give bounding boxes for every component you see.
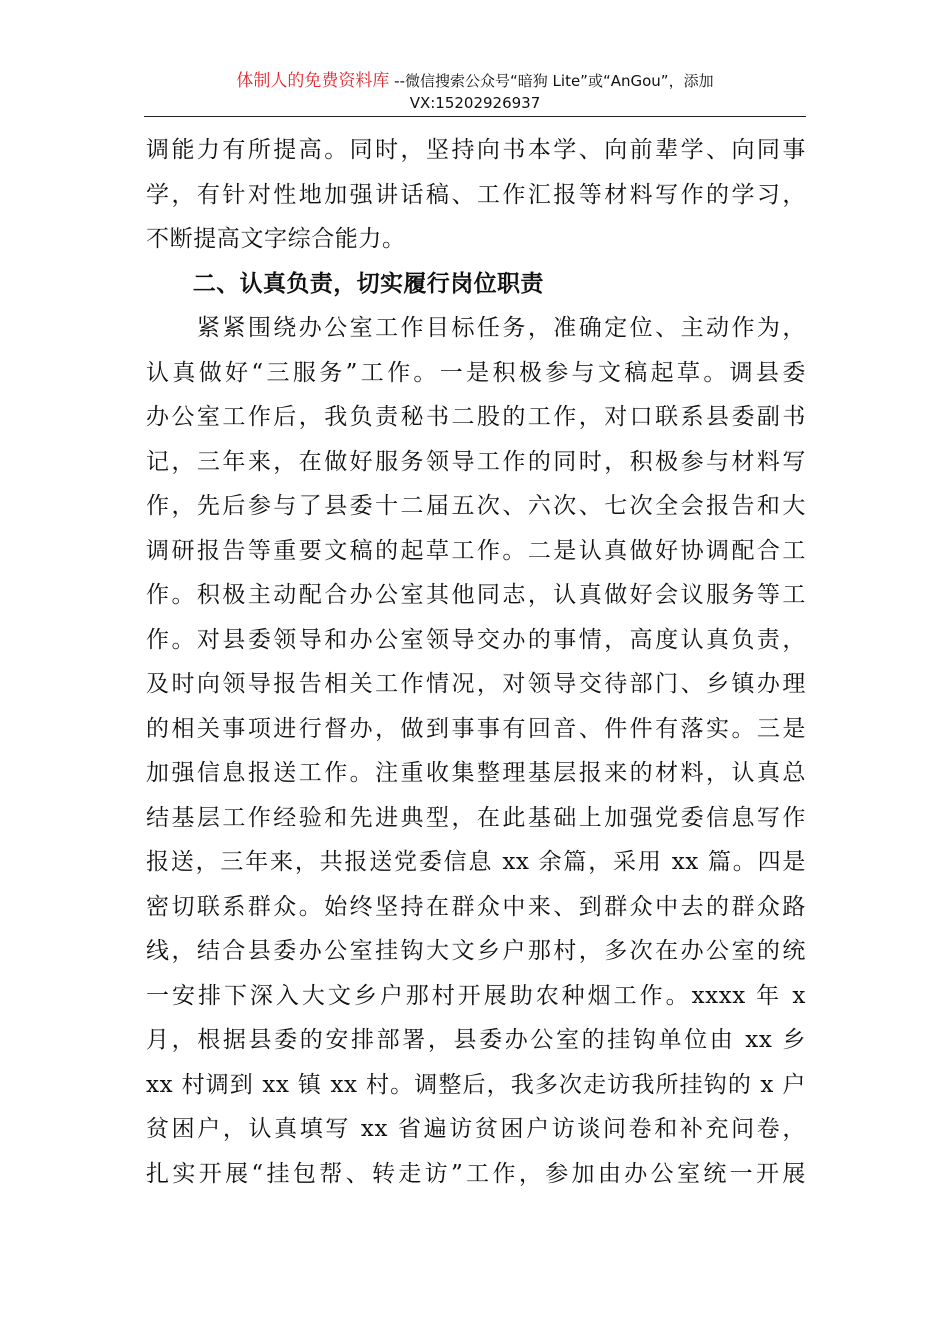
body-line: 报送，三年来，共报送党委信息 xx 余篇，采用 xx 篇。四是	[146, 849, 806, 875]
body-line: 作。积极主动配合办公室其他同志，认真做好会议服务等工	[146, 582, 806, 608]
header-line-1	[144, 70, 806, 92]
body-line: 加强信息报送工作。注重收集整理基层报来的材料，认真总	[146, 760, 806, 786]
body-line: 扎实开展“挂包帮、转走访”工作，参加由办公室统一开展	[146, 1161, 806, 1187]
body-line: 办公室工作后，我负责秘书二股的工作，对口联系县委副书	[146, 404, 806, 430]
body-line: 月，根据县委的安排部署，县委办公室的挂钩单位由 xx 乡	[146, 1027, 806, 1053]
body-line: 学，有针对性地加强讲话稿、工作汇报等材料写作的学习，	[146, 182, 806, 208]
section-heading: 二、认真负责，切实履行岗位职责	[146, 271, 544, 297]
body-line: 认真做好“三服务”工作。一是积极参与文稿起草。调县委	[146, 360, 806, 386]
body-line: 一安排下深入大文乡户那村开展助农种烟工作。xxxx 年 x	[146, 983, 806, 1009]
body-line: 及时向领导报告相关工作情况，对领导交待部门、乡镇办理	[146, 671, 806, 697]
body-line: 调能力有所提高。同时，坚持向书本学、向前辈学、向同事	[146, 137, 806, 163]
header-divider	[144, 116, 806, 117]
header-tagline: --微信搜索公众号“暗狗 Lite”或“AnGou”，添加	[389, 72, 714, 90]
body-line: 密切联系群众。始终坚持在群众中来、到群众中去的群众路	[146, 894, 806, 920]
header-contact: VX:15202926937	[409, 94, 541, 112]
body-line: xx 村调到 xx 镇 xx 村。调整后，我多次走访我所挂钩的 x 户	[146, 1072, 806, 1098]
body-line: 的相关事项进行督办，做到事事有回音、件件有落实。三是	[146, 716, 806, 742]
body-line: 贫困户，认真填写 xx 省遍访贫困户访谈问卷和补充问卷，	[146, 1116, 806, 1142]
body-line: 调研报告等重要文稿的起草工作。二是认真做好协调配合工	[146, 538, 806, 564]
body-line: 作。对县委领导和办公室领导交办的事情，高度认真负责，	[146, 627, 806, 653]
body-line: 结基层工作经验和先进典型，在此基础上加强党委信息写作	[146, 805, 806, 831]
body-line: 作，先后参与了县委十二届五次、六次、七次全会报告和大	[146, 493, 806, 519]
page-header	[144, 70, 806, 114]
body-line: 记，三年来，在做好服务领导工作的同时，积极参与材料写	[146, 449, 806, 475]
body-line: 紧紧围绕办公室工作目标任务，准确定位、主动作为，	[146, 315, 806, 341]
body-line: 线，结合县委办公室挂钩大文乡户那村，多次在办公室的统	[146, 938, 806, 964]
header-brand: 体制人的免费资料库	[236, 71, 390, 91]
body-line: 不断提高文字综合能力。	[146, 226, 406, 252]
